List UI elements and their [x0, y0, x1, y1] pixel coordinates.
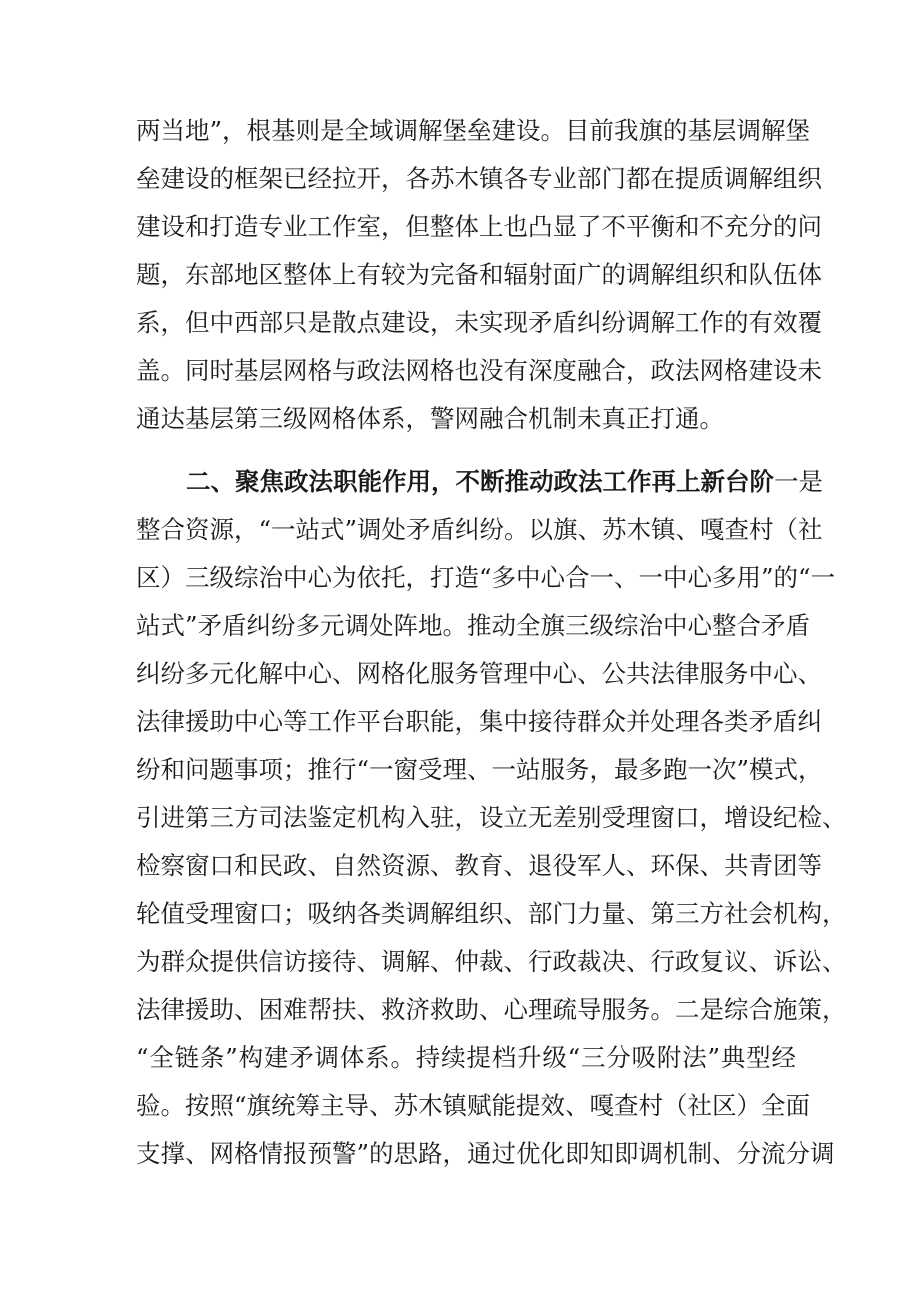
text-line: “全链条”构建矛调体系。持续提档升级“三分吸附法”典型经: [136, 1043, 796, 1072]
text-line: 法律援助、困难帮扶、救济救助、心理疏导服务。二是综合施策，: [136, 995, 847, 1024]
text-line: 盖。同时基层网格与政法网格也没有深度融合，政法网格建设未: [136, 356, 822, 385]
text-line: 区）三级综治中心为依托，打造“多中心合一、一中心多用”的“一: [136, 563, 836, 592]
text-line: 题，东部地区整体上有较为完备和辐射面广的调解组织和队伍体: [136, 260, 822, 289]
text-line: 建设和打造专业工作室，但整体上也凸显了不平衡和不充分的问: [136, 212, 822, 241]
text-line: 支撑、网格情报预警”的思路，通过优化即知即调机制、分流分调: [136, 1139, 835, 1168]
text-line: 通达基层第三级网格体系，警网融合机制未真正打通。: [136, 404, 724, 433]
text-line: 站式”矛盾纠纷多元调处阵地。推动全旗三级综治中心整合矛盾: [136, 611, 811, 640]
section-heading-line: [186, 460, 823, 504]
text-line: 纠纷多元化解中心、网格化服务管理中心、公共法律服务中心、: [136, 659, 822, 688]
text-line: 轮值受理窗口；吸纳各类调解组织、部门力量、第三方社会机构，: [136, 899, 847, 928]
text-line: 为群众提供信访接待、调解、仲裁、行政裁决、行政复议、诉讼、: [136, 947, 847, 976]
text-line: 法律援助中心等工作平台职能，集中接待群众并处理各类矛盾纠: [136, 707, 822, 736]
text-line: 检察窗口和民政、自然资源、教育、退役军人、环保、共青团等: [136, 851, 822, 880]
text-line: 垒建设的框架已经拉开，各苏木镇各专业部门都在提质调解组织: [136, 164, 822, 193]
text-line: 两当地”，根基则是全域调解堡垒建设。目前我旗的基层调解堡: [136, 116, 811, 145]
section-heading-tail: 一是: [774, 467, 823, 496]
text-line: 整合资源，“一站式”调处矛盾纠纷。以旗、苏木镇、嘎查村（社: [136, 515, 823, 544]
text-line: 引进第三方司法鉴定机构入驻，设立无差别受理窗口，增设纪检、: [136, 803, 847, 832]
text-line: 验。按照“旗统筹主导、苏木镇赋能提效、嘎查村（社区）全面: [136, 1091, 811, 1120]
section-heading: 二、聚焦政法职能作用，不断推动政法工作再上新台阶: [186, 467, 774, 496]
text-line: 纷和问题事项；推行“一窗受理、一站服务，最多跑一次”模式，: [136, 755, 823, 784]
text-line: 系，但中西部只是散点建设，未实现矛盾纠纷调解工作的有效覆: [136, 308, 822, 337]
